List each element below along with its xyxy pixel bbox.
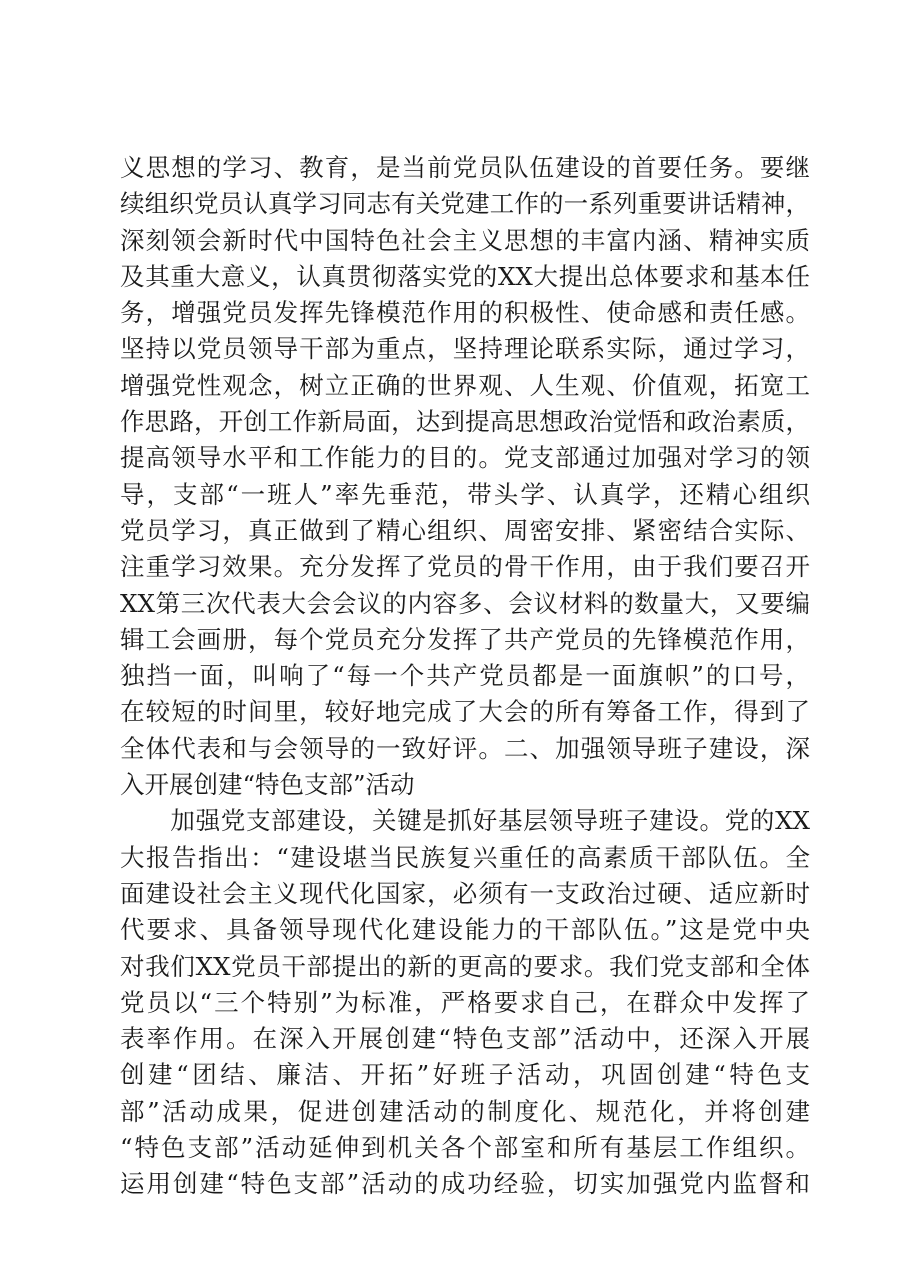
text-line: 独挡一面，叫响了“每一个共产党员都是一面旗帜”的口号， bbox=[120, 661, 810, 691]
text-line: 深刻领会新时代中国特色社会主义思想的丰富内涵、精神实质 bbox=[120, 225, 810, 255]
text-line: 运用创建“特色支部”活动的成功经验，切实加强党内监督和 bbox=[120, 1169, 810, 1199]
text-line: 作思路，开创工作新局面，达到提高思想政治觉悟和政治素质， bbox=[120, 407, 810, 437]
text-line: 表率作用。在深入开展创建“特色支部”活动中，还深入开展 bbox=[120, 1024, 810, 1054]
text-line: 及其重大意义，认真贯彻落实党的XX大提出总体要求和基本任 bbox=[120, 261, 810, 291]
text-line: 党员以“三个特别”为标准，严格要求自己，在群众中发挥了 bbox=[120, 987, 810, 1017]
text-line: 义思想的学习、教育，是当前党员队伍建设的首要任务。要继 bbox=[120, 153, 810, 182]
text-line: 全体代表和与会领导的一致好评。二、加强领导班子建设，深 bbox=[120, 733, 810, 763]
text-line: 注重学习效果。充分发挥了党员的骨干作用，由于我们要召开 bbox=[120, 552, 810, 582]
text-line: 大报告指出：“建设堪当民族复兴重任的高素质干部队伍。全 bbox=[120, 842, 810, 872]
paragraph-2 bbox=[120, 803, 810, 1202]
text-line: 续组织党员认真学习同志有关党建工作的一系列重要讲话精神， bbox=[120, 189, 810, 219]
text-line: 代要求、具备领导现代化建设能力的干部队伍。”这是党中央 bbox=[120, 915, 810, 945]
text-line: 创建“团结、廉洁、开拓”好班子活动，巩固创建“特色支 bbox=[120, 1060, 810, 1090]
text-line: XX第三次代表大会会议的内容多、会议材料的数量大，又要编 bbox=[120, 588, 810, 618]
paragraph-1 bbox=[120, 150, 810, 803]
text-line: 面建设社会主义现代化国家，必须有一支政治过硬、适应新时 bbox=[120, 878, 810, 908]
text-line: 党员学习，真正做到了精心组织、周密安排、紧密结合实际、 bbox=[120, 515, 810, 545]
text-line: 对我们XX党员干部提出的新的更高的要求。我们党支部和全体 bbox=[120, 951, 810, 981]
text-line: 加强党支部建设，关键是抓好基层领导班子建设。党的XX bbox=[120, 806, 810, 836]
body-text bbox=[120, 150, 810, 1203]
text-line: 部”活动成果，促进创建活动的制度化、规范化，并将创建 bbox=[120, 1096, 810, 1126]
text-line: 坚持以党员领导干部为重点，坚持理论联系实际，通过学习， bbox=[120, 334, 810, 364]
text-line: 提高领导水平和工作能力的目的。党支部通过加强对学习的领 bbox=[120, 443, 810, 473]
text-line: 增强党性观念，树立正确的世界观、人生观、价值观，拓宽工 bbox=[120, 370, 810, 400]
text-line: 在较短的时间里，较好地完成了大会的所有筹备工作，得到了 bbox=[120, 697, 810, 727]
section-heading-line: 入开展创建“特色支部”活动 bbox=[120, 770, 415, 800]
text-line: 辑工会画册，每个党员充分发挥了共产党员的先锋模范作用， bbox=[120, 624, 810, 654]
text-line: 务，增强党员发挥先锋模范作用的积极性、使命感和责任感。 bbox=[120, 298, 810, 328]
text-line: 导，支部“一班人”率先垂范，带头学、认真学，还精心组织 bbox=[120, 479, 810, 509]
text-line: “特色支部”活动延伸到机关各个部室和所有基层工作组织。 bbox=[120, 1133, 810, 1163]
